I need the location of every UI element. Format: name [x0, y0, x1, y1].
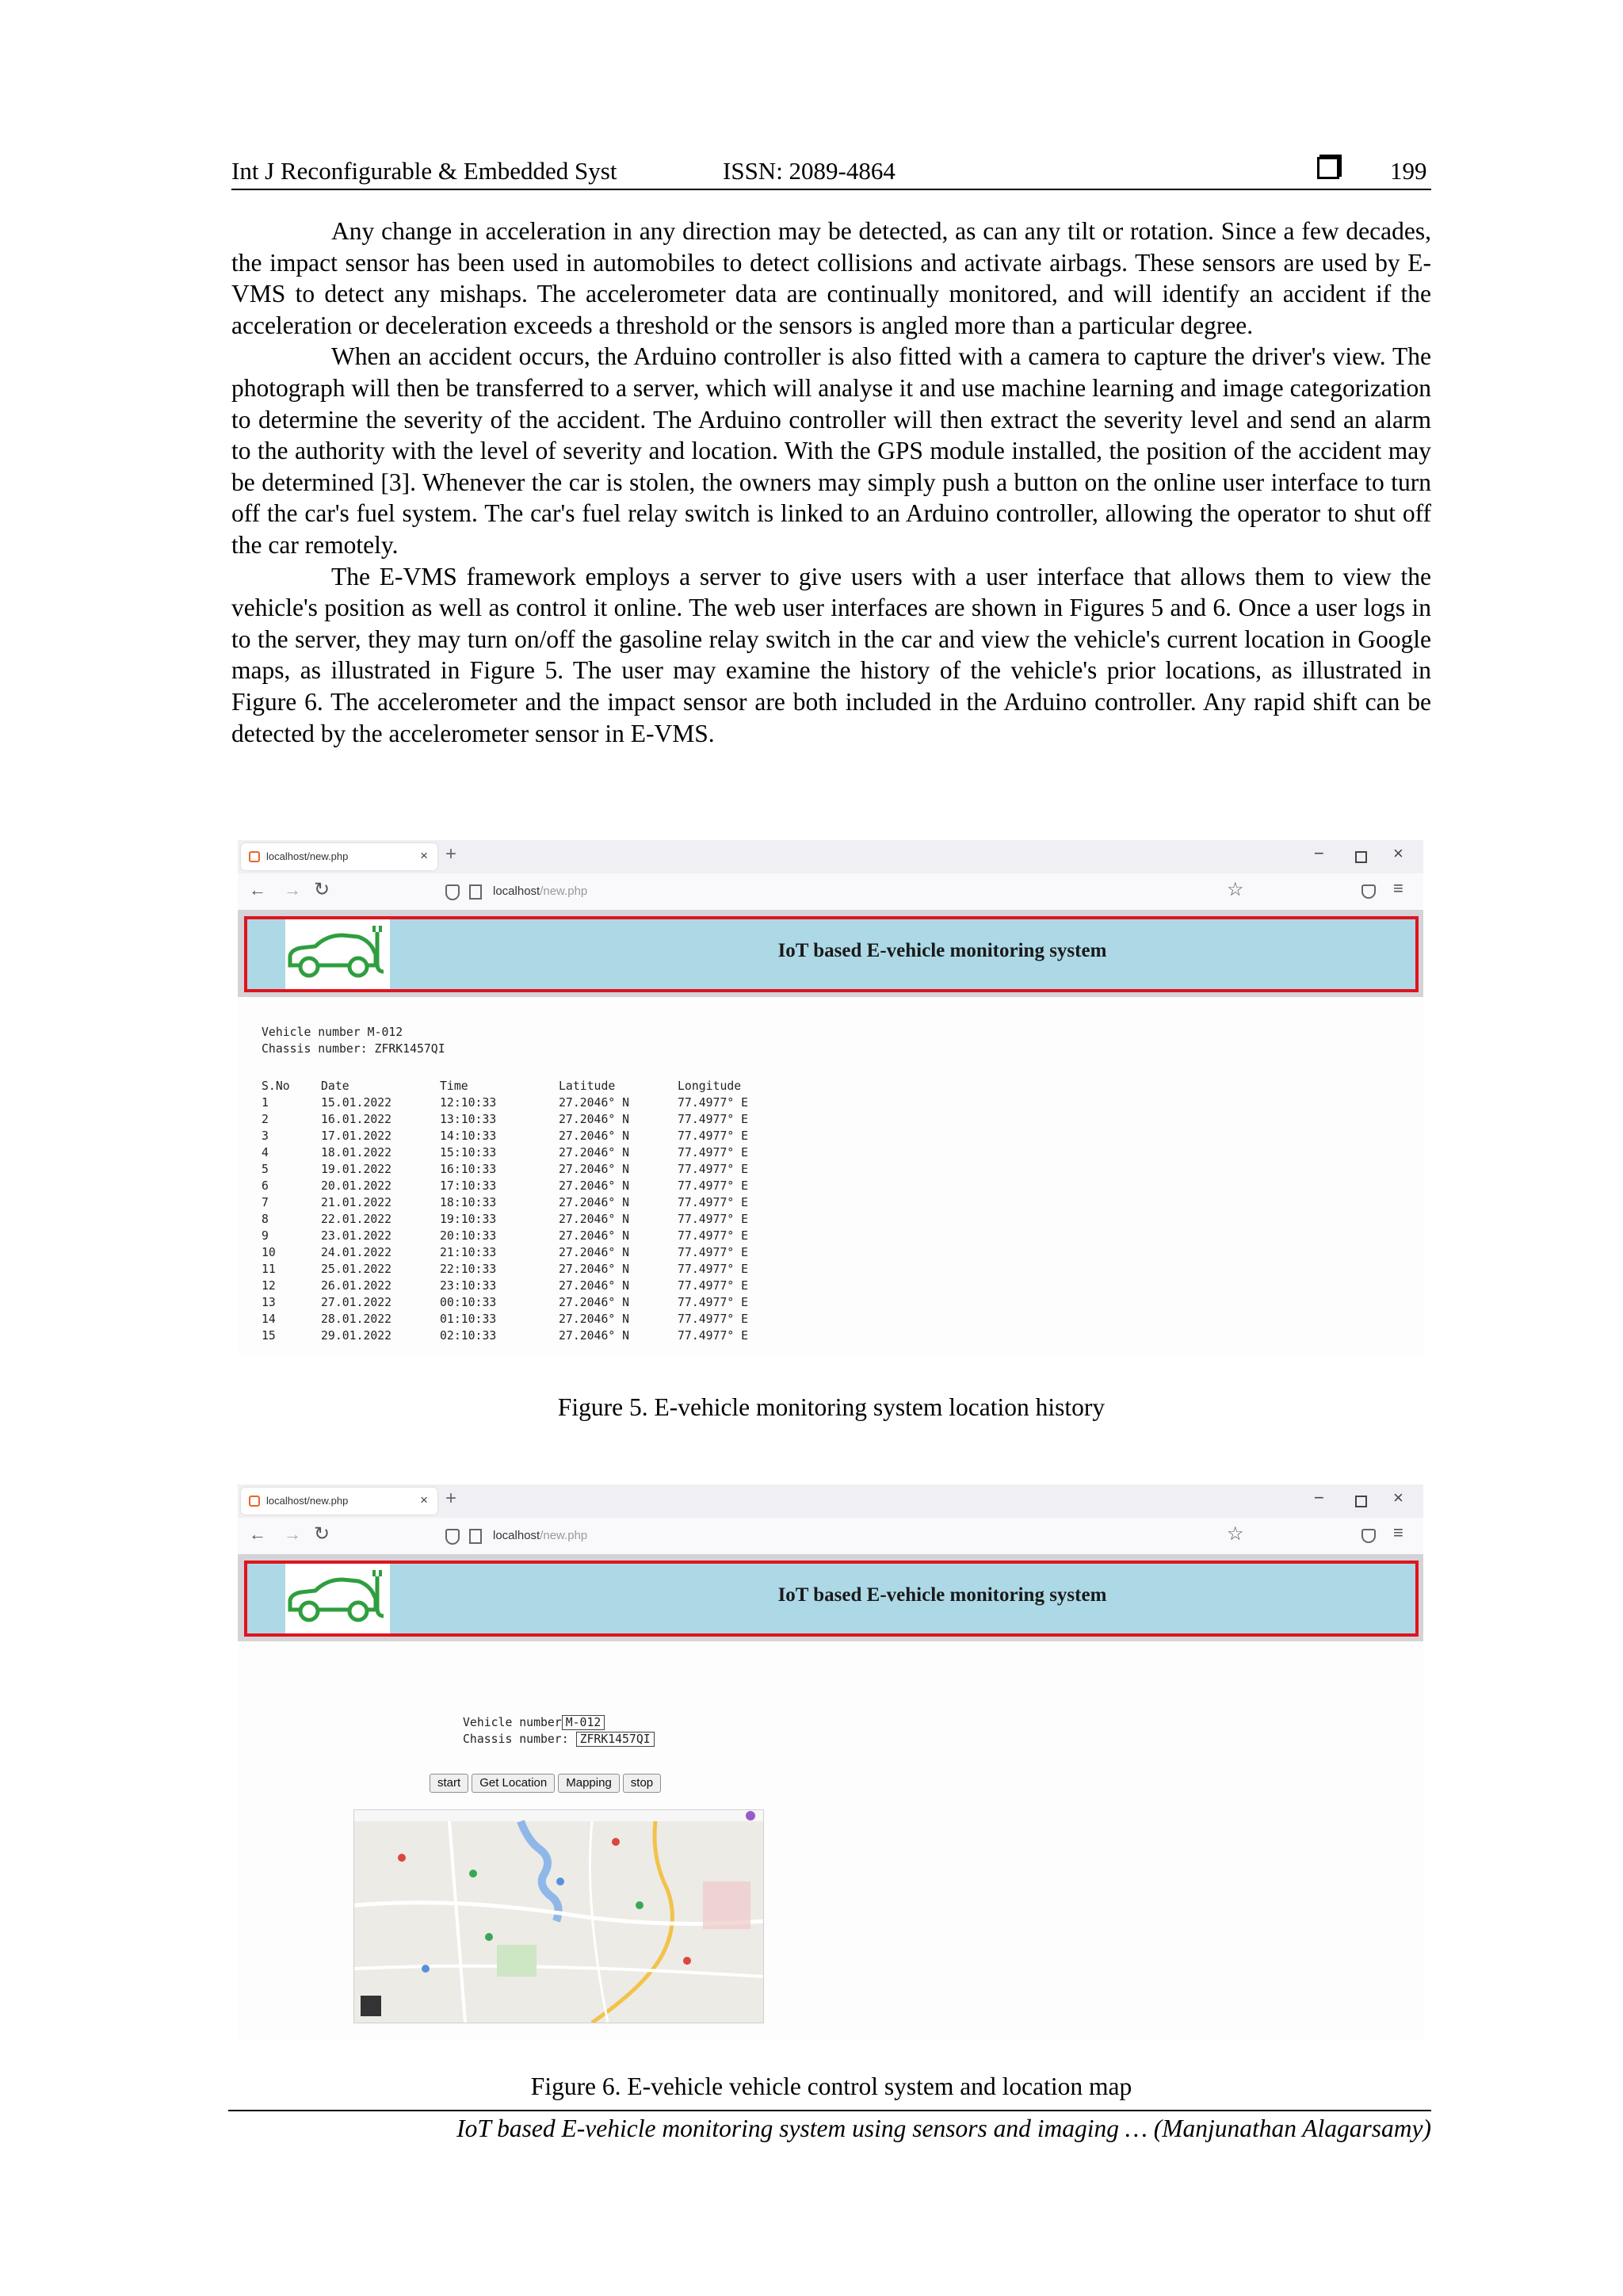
cell: 27.2046° N: [559, 1296, 630, 1309]
cell: 20:10:33: [440, 1229, 497, 1243]
cell: 77.4977° E: [678, 1179, 749, 1193]
cell: 14:10:33: [440, 1129, 497, 1143]
site-banner: [238, 1554, 1423, 1641]
shield-icon[interactable]: [445, 1529, 460, 1545]
table-row: [262, 1178, 796, 1194]
cell: 8: [262, 1213, 269, 1226]
cell: 13:10:33: [440, 1113, 497, 1126]
table-row: [262, 1261, 796, 1278]
control-buttons: [430, 1774, 664, 1793]
page-icon: [469, 1529, 482, 1544]
banner-title: IoT based E-vehicle monitoring system: [777, 1584, 1107, 1606]
browser-nav-bar: [238, 1518, 1423, 1555]
site-banner: [238, 910, 1423, 997]
browser-tab-bar: [238, 840, 1423, 873]
cell: 27.2046° N: [559, 1279, 630, 1293]
paragraph: When an accident occurs, the Arduino controller is also fitted with a camera to capture the driver's view. The photograph will then be transferred to a server, which will analyse it and use machine learning and image categorization to determine the severity of the accident. The Arduino controller will then extract the severity level and send an alarm to the authority with the level of severity and location. With the GPS module installed, the position of the accident may be determined [3]. Whenever the car is stolen, the owners may simply push a button on the online user interface to turn off the car's fuel system. The car's fuel relay switch is linked to an Arduino controller, allowing the operator to shut off the car remotely.: [231, 342, 1431, 559]
star-icon[interactable]: ☆: [1227, 1523, 1244, 1545]
minimize-icon[interactable]: −: [1314, 843, 1324, 863]
column-header: Time: [440, 1079, 468, 1093]
cell: 77.4977° E: [678, 1213, 749, 1226]
cell: 21.01.2022: [321, 1196, 392, 1209]
url-host: localhost: [493, 1529, 540, 1542]
vehicle-info: [262, 1024, 445, 1057]
square-icon: [1317, 157, 1339, 179]
table-row: [262, 1128, 796, 1144]
banner-frame: [244, 1561, 1419, 1637]
cell: 15: [262, 1329, 276, 1343]
chassis-number-field[interactable]: ZFRK1457QI: [576, 1732, 655, 1747]
browser-nav-bar: [238, 873, 1423, 911]
cell: 27.2046° N: [559, 1146, 630, 1159]
close-icon[interactable]: ×: [420, 1492, 428, 1507]
table-row: [262, 1211, 796, 1228]
address-bar[interactable]: [493, 1529, 587, 1542]
url-path: /new.php: [540, 1529, 588, 1542]
browser-tab[interactable]: [241, 843, 437, 870]
cell: 3: [262, 1129, 269, 1143]
chassis-number-line: Chassis number: ZFRK1457QI: [262, 1042, 445, 1056]
minimize-icon[interactable]: −: [1314, 1488, 1324, 1507]
running-header: [231, 155, 1431, 190]
cell: 77.4977° E: [678, 1229, 749, 1243]
cell: 21:10:33: [440, 1246, 497, 1259]
cell: 19:10:33: [440, 1213, 497, 1226]
cell: 27.2046° N: [559, 1113, 630, 1126]
start-button[interactable]: start: [430, 1774, 468, 1793]
vehicle-number-row: [463, 1714, 655, 1731]
reload-icon[interactable]: ↻: [314, 1523, 330, 1545]
cell: 77.4977° E: [678, 1129, 749, 1143]
cell: 27.2046° N: [559, 1263, 630, 1276]
cell: 18:10:33: [440, 1196, 497, 1209]
figure-6-screenshot: [238, 1484, 1423, 2039]
window-close-icon[interactable]: ×: [1393, 843, 1403, 863]
restore-icon[interactable]: [1355, 1496, 1367, 1507]
cell: 12: [262, 1279, 276, 1293]
google-map-thumbnail[interactable]: [353, 1809, 764, 2023]
paragraph: The E-VMS framework employs a server to give users with a user interface that allows them to view the vehicle's position as well as control it online. The web user interfaces are shown in Figures 5 and 6. Once a user logs in to the server, they may turn on/off the gasoline relay switch in the car and view the vehicle's current location in Google maps, as illustrated in Figure 5. The user may examine the history of the vehicle's prior locations, as illustrated in Figure 6. The accelerometer and the impact sensor are both included in the Arduino controller. Any rapid shift can be detected by the accelerometer sensor in E-VMS.: [231, 562, 1431, 747]
cell: 6: [262, 1179, 269, 1193]
column-header: Longitude: [678, 1079, 742, 1093]
cell: 27.2046° N: [559, 1312, 630, 1326]
cell: 26.01.2022: [321, 1279, 392, 1293]
cell: 77.4977° E: [678, 1312, 749, 1326]
cell: 77.4977° E: [678, 1246, 749, 1259]
cell: 5: [262, 1163, 269, 1176]
footer-text: IoT based E-vehicle monitoring system using sensors and imaging … (Manjunathan Alagarsamy): [456, 2115, 1431, 2142]
new-tab-icon[interactable]: +: [445, 843, 457, 865]
cell: 00:10:33: [440, 1296, 497, 1309]
pocket-icon[interactable]: [1361, 1529, 1376, 1543]
cell: 18.01.2022: [321, 1146, 392, 1159]
cell: 2: [262, 1113, 269, 1126]
banner-frame: [244, 916, 1419, 992]
cell: 17:10:33: [440, 1179, 497, 1193]
cell: 28.01.2022: [321, 1312, 392, 1326]
cell: 27.2046° N: [559, 1329, 630, 1343]
browser-tab[interactable]: [241, 1488, 437, 1515]
table-row: [262, 1294, 796, 1311]
tab-title: localhost/new.php: [266, 850, 349, 862]
cell: 29.01.2022: [321, 1329, 392, 1343]
window-close-icon[interactable]: ×: [1393, 1488, 1403, 1507]
vehicle-number-label: Vehicle number: [463, 1716, 562, 1729]
cell: 7: [262, 1196, 269, 1209]
cell: 22:10:33: [440, 1263, 497, 1276]
close-icon[interactable]: ×: [420, 848, 428, 863]
cell: 77.4977° E: [678, 1096, 749, 1110]
cell: 77.4977° E: [678, 1296, 749, 1309]
cell: 1: [262, 1096, 269, 1110]
cell: 27.2046° N: [559, 1096, 630, 1110]
cell: 15.01.2022: [321, 1096, 392, 1110]
page-favicon-icon: [249, 1496, 260, 1507]
cell: 27.2046° N: [559, 1129, 630, 1143]
cell: 9: [262, 1229, 269, 1243]
page-icon: [469, 884, 482, 900]
cell: 77.4977° E: [678, 1113, 749, 1126]
url-host: localhost: [493, 884, 540, 898]
cell: 4: [262, 1146, 269, 1159]
cell: 17.01.2022: [321, 1129, 392, 1143]
hamburger-menu-icon[interactable]: ≡: [1393, 878, 1403, 898]
chassis-number-row: [463, 1731, 655, 1748]
pocket-icon[interactable]: [1361, 884, 1376, 899]
cell: 77.4977° E: [678, 1196, 749, 1209]
table-row: [262, 1278, 796, 1294]
table-row: [262, 1228, 796, 1244]
cell: 77.4977° E: [678, 1279, 749, 1293]
table-row: [262, 1328, 796, 1344]
cell: 13: [262, 1296, 276, 1309]
restore-icon[interactable]: [1355, 851, 1367, 863]
stop-button[interactable]: stop: [623, 1774, 661, 1793]
cell: 77.4977° E: [678, 1146, 749, 1159]
vehicle-number-line: Vehicle number M-012: [262, 1026, 403, 1039]
address-bar[interactable]: [493, 884, 587, 898]
cell: 20.01.2022: [321, 1179, 392, 1193]
cell: 27.2046° N: [559, 1229, 630, 1243]
hamburger-menu-icon[interactable]: ≡: [1393, 1522, 1403, 1542]
forward-arrow-icon[interactable]: →: [284, 880, 301, 900]
chassis-number-label: Chassis number:: [463, 1733, 569, 1746]
cell: 23:10:33: [440, 1279, 497, 1293]
cell: 77.4977° E: [678, 1263, 749, 1276]
journal-name: Int J Reconfigurable & Embedded Syst: [231, 157, 617, 185]
cell: 12:10:33: [440, 1096, 497, 1110]
cell: 27.2046° N: [559, 1163, 630, 1176]
cell: 22.01.2022: [321, 1213, 392, 1226]
running-footer: [228, 2110, 1431, 2142]
page-favicon-icon: [249, 851, 260, 862]
column-header: Date: [321, 1079, 349, 1093]
cell: 11: [262, 1263, 276, 1276]
location-history-table: [262, 1078, 796, 1344]
cell: 16:10:33: [440, 1163, 497, 1176]
cell: 10: [262, 1246, 276, 1259]
table-row: [262, 1095, 796, 1111]
back-arrow-icon[interactable]: ←: [249, 1524, 266, 1544]
issn: ISSN: 2089-4864: [723, 157, 896, 185]
cell: 27.2046° N: [559, 1179, 630, 1193]
cell: 23.01.2022: [321, 1229, 392, 1243]
table-row: [262, 1161, 796, 1178]
url-path: /new.php: [540, 884, 588, 898]
table-row: [262, 1311, 796, 1328]
column-header: Latitude: [559, 1079, 616, 1093]
tab-title: localhost/new.php: [266, 1495, 349, 1507]
vehicle-control-info: [463, 1714, 655, 1748]
body-text: [231, 216, 1431, 749]
shield-icon[interactable]: [445, 884, 460, 900]
table-row: [262, 1111, 796, 1128]
cell: 14: [262, 1312, 276, 1326]
table-header-row: [262, 1078, 796, 1095]
column-header: S.No: [262, 1079, 290, 1093]
cell: 19.01.2022: [321, 1163, 392, 1176]
figure-6-caption: Figure 6. E-vehicle vehicle control system and location map: [530, 2073, 1132, 2100]
page-number: 199: [1390, 157, 1427, 185]
cell: 24.01.2022: [321, 1246, 392, 1259]
cell: 02:10:33: [440, 1329, 497, 1343]
new-tab-icon[interactable]: +: [445, 1488, 457, 1509]
cell: 77.4977° E: [678, 1329, 749, 1343]
figure-5-caption: Figure 5. E-vehicle monitoring system location history: [557, 1393, 1106, 1421]
star-icon[interactable]: ☆: [1227, 879, 1244, 900]
figure-5-screenshot: [238, 840, 1423, 1355]
banner-title: IoT based E-vehicle monitoring system: [777, 940, 1107, 961]
table-row: [262, 1144, 796, 1161]
cell: 27.2046° N: [559, 1196, 630, 1209]
mapping-button[interactable]: Mapping: [558, 1774, 620, 1793]
reload-icon[interactable]: ↻: [314, 879, 330, 900]
cell: 25.01.2022: [321, 1263, 392, 1276]
get-location-button[interactable]: Get Location: [472, 1774, 555, 1793]
cell: 27.2046° N: [559, 1213, 630, 1226]
table-row: [262, 1244, 796, 1261]
browser-tab-bar: [238, 1484, 1423, 1518]
cell: 77.4977° E: [678, 1163, 749, 1176]
forward-arrow-icon[interactable]: →: [284, 1524, 301, 1544]
vehicle-number-field[interactable]: M-012: [562, 1715, 605, 1730]
back-arrow-icon[interactable]: ←: [249, 880, 266, 900]
cell: 01:10:33: [440, 1312, 497, 1326]
cell: 27.01.2022: [321, 1296, 392, 1309]
paragraph: Any change in acceleration in any direction may be detected, as can any tilt or rotation. Since a few decades, the impact sensor has been used in automobiles to detect collisions and activate airbags. These sensors are used by E-VMS to detect any mishaps. The accelerometer data are continually monitored, and will identify an accident if the acceleration or deceleration exceeds a threshold or the sensors is angled more than a particular degree.: [231, 217, 1431, 339]
cell: 15:10:33: [440, 1146, 497, 1159]
cell: 16.01.2022: [321, 1113, 392, 1126]
table-row: [262, 1194, 796, 1211]
cell: 27.2046° N: [559, 1246, 630, 1259]
